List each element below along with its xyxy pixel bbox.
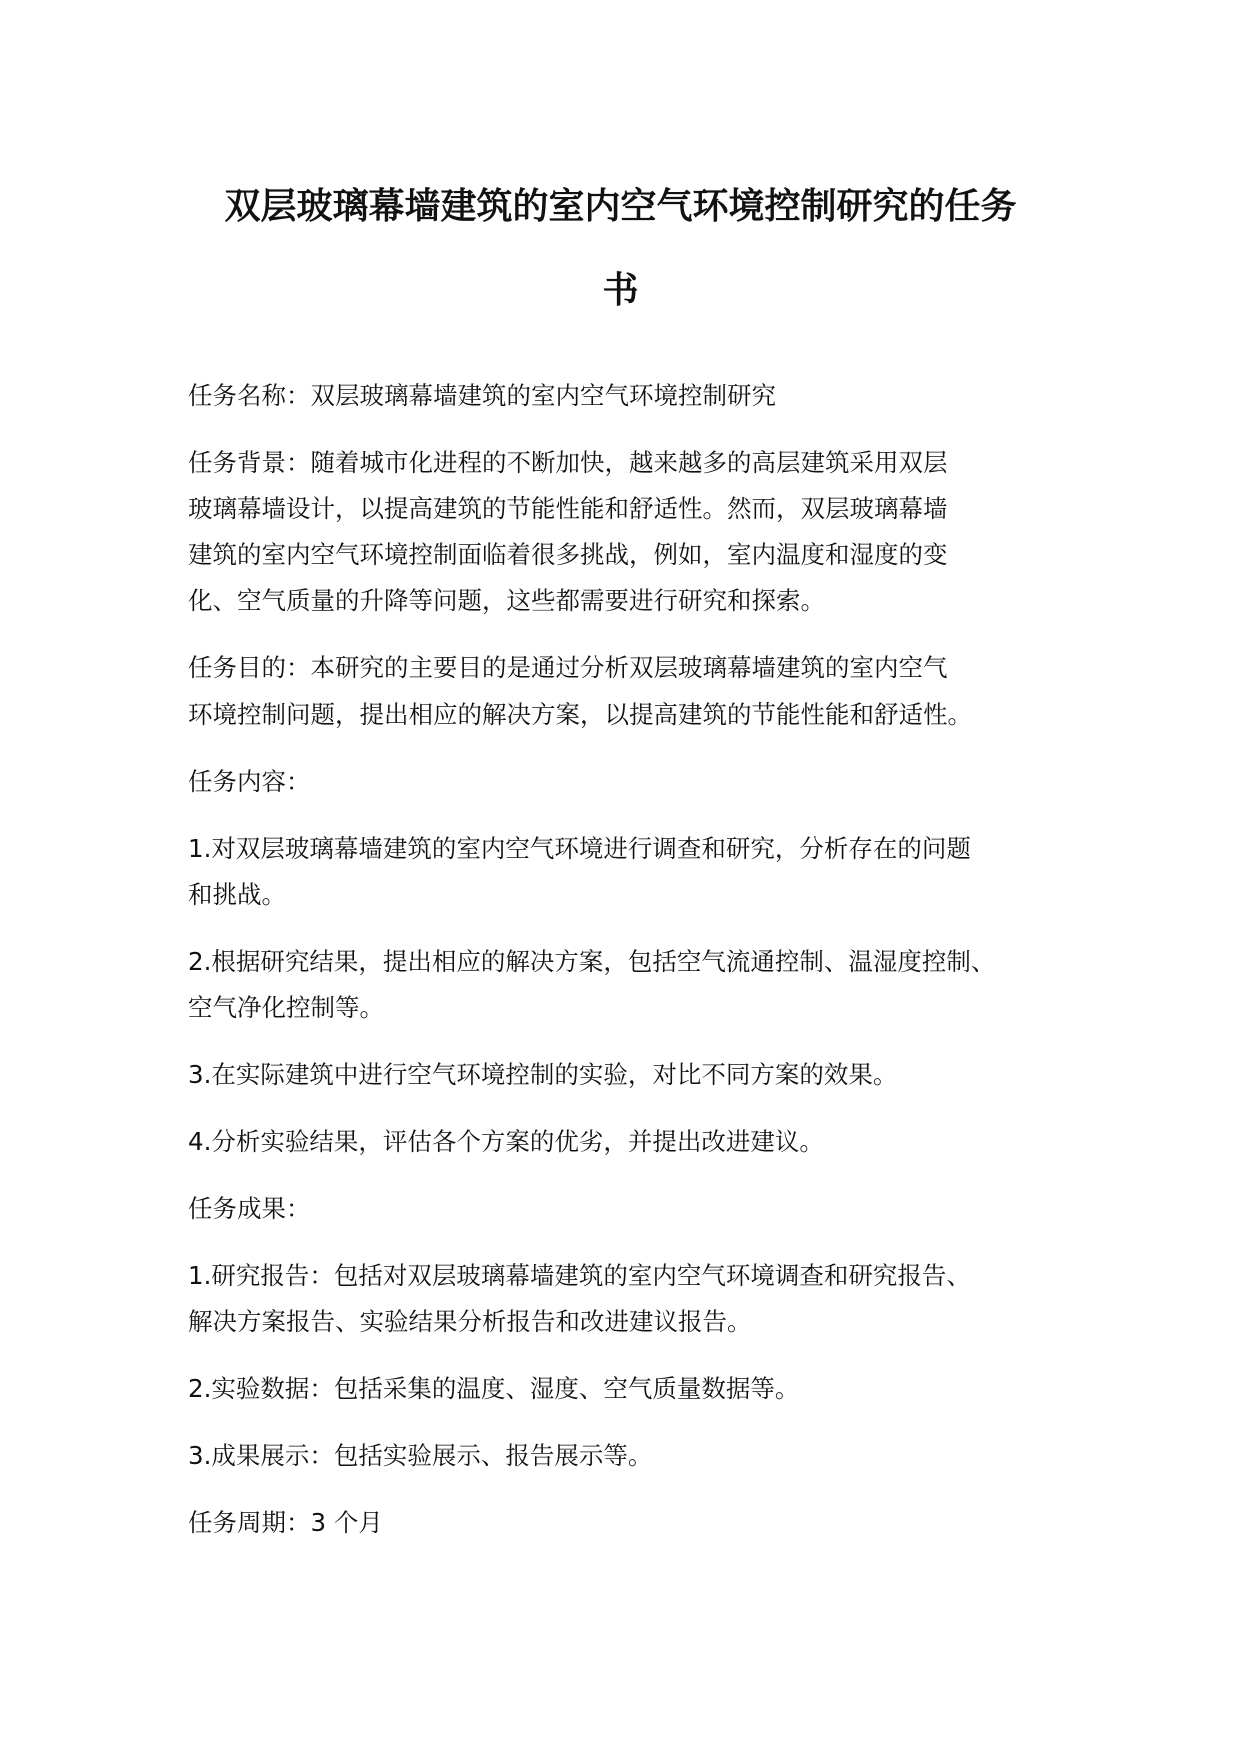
document-title-line-2: 书: [602, 270, 639, 311]
task-content-heading: 任务内容：: [188, 767, 311, 796]
task-results-item-3: 3.成果展示：包括实验展示、报告展示等。: [188, 1441, 653, 1470]
task-purpose-line-1: 任务目的：本研究的主要目的是通过分析双层玻璃幕墙建筑的室内空气: [188, 653, 948, 682]
task-content-item-4: 4.分析实验结果，评估各个方案的优劣，并提出改进建议。: [188, 1127, 824, 1156]
task-content-item-2-line-1: 2.根据研究结果，提出相应的解决方案，包括空气流通控制、温湿度控制、: [188, 947, 996, 976]
task-results-heading: 任务成果：: [188, 1194, 311, 1223]
task-period-line: 任务周期：3 个月: [188, 1508, 383, 1537]
document-title-line-1: 双层玻璃幕墙建筑的室内空气环境控制研究的任务: [224, 186, 1017, 227]
task-results-item-1-line-2: 解决方案报告、实验结果分析报告和改进建议报告。: [188, 1307, 752, 1336]
task-purpose-line-2: 环境控制问题，提出相应的解决方案，以提高建筑的节能性能和舒适性。: [188, 700, 972, 729]
task-results-item-2: 2.实验数据：包括采集的温度、湿度、空气质量数据等。: [188, 1374, 800, 1403]
task-content-item-1-line-2: 和挑战。: [188, 880, 286, 909]
task-background-line-2: 玻璃幕墙设计，以提高建筑的节能性能和舒适性。然而，双层玻璃幕墙: [188, 494, 948, 523]
task-content-item-1-line-1: 1.对双层玻璃幕墙建筑的室内空气环境进行调查和研究，分析存在的问题: [188, 834, 971, 863]
task-content-item-3: 3.在实际建筑中进行空气环境控制的实验，对比不同方案的效果。: [188, 1060, 898, 1089]
task-background-line-3: 建筑的室内空气环境控制面临着很多挑战，例如，室内温度和湿度的变: [188, 540, 948, 569]
task-content-item-2-line-2: 空气净化控制等。: [188, 993, 384, 1022]
task-name-line: 任务名称：双层玻璃幕墙建筑的室内空气环境控制研究: [188, 381, 776, 410]
task-results-item-1-line-1: 1.研究报告：包括对双层玻璃幕墙建筑的室内空气环境调查和研究报告、: [188, 1261, 971, 1290]
task-background-line-4: 化、空气质量的升降等问题，这些都需要进行研究和探索。: [188, 586, 825, 615]
task-background-line-1: 任务背景：随着城市化进程的不断加快，越来越多的高层建筑采用双层: [188, 448, 948, 477]
